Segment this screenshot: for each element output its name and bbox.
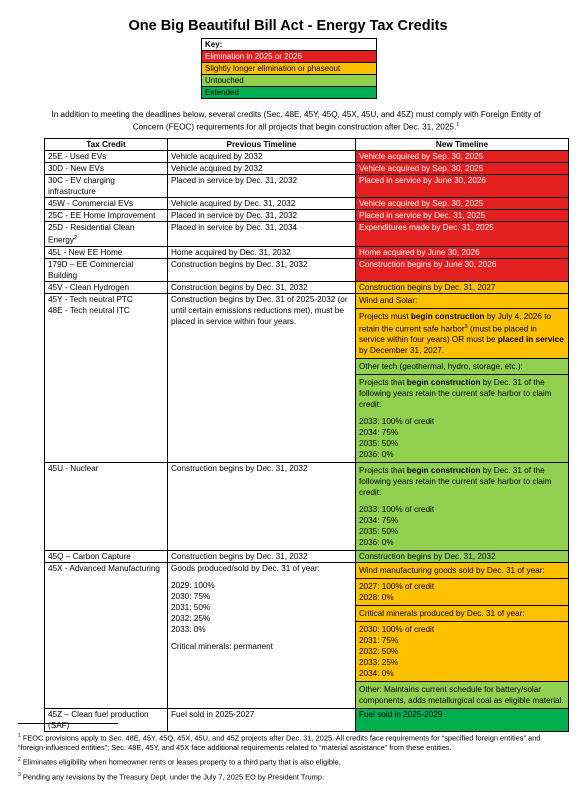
footnote-text: FEOC provisions apply to Sec. 48E, 45Y, 45Q, 45X, 45U, and 45Z projects after Dec. 31, 2025. All credits face requirements for “specified foreign entities” and “foreign-influenced entities”; Sec. 48E, 45Y, and 45X face additional requirements related to “material assistance” from these entities. (18, 733, 541, 753)
table-row-nuclear (45, 463, 569, 551)
credit-label: 25D - Residential Clean Energy (48, 223, 135, 245)
new-cell: Construction begins by June 30, 2026 (356, 258, 569, 281)
table-row-tech-neutral (45, 293, 569, 463)
credit-cell: 45U - Nuclear (45, 463, 168, 551)
table-row (45, 175, 569, 198)
schedule-line: 2030: 100% of credit (359, 625, 435, 635)
schedule-line: 2036: 0% (359, 450, 394, 460)
schedule-line: 2031: 75% (359, 636, 399, 646)
wind-mfg-heading: Wind manufacturing goods sold by Dec. 31 of year: (356, 563, 568, 579)
key-untouched: Untouched (202, 74, 376, 86)
footnote-ref-3: 3 (464, 323, 468, 330)
credit-cell: 30D - New EVs (45, 163, 168, 175)
table-row (45, 222, 569, 247)
schedule-line: 2033: 0% (171, 625, 206, 635)
table-row (45, 246, 569, 258)
page-title: One Big Beautiful Bill Act - Energy Tax Credits (128, 18, 448, 34)
footnote-number: 2 (18, 757, 21, 764)
credit-45y: 45Y - Tech neutral PTC (48, 294, 133, 304)
credit-cell (45, 293, 168, 463)
bold-span: begin construction (406, 378, 481, 388)
schedule-line: 2034: 0% (359, 669, 394, 679)
table-row (45, 210, 569, 222)
previous-cell: Vehicle acquired by Dec. 31, 2032 (168, 198, 356, 210)
new-cell: Fuel sold in 2025-2029 (356, 709, 569, 732)
previous-cell: Vehicle acquired by 2032 (168, 163, 356, 175)
other-tech-detail (356, 375, 568, 462)
table-row-manufacturing (45, 563, 569, 709)
color-key (201, 38, 377, 99)
schedule-line: 2032: 25% (171, 614, 211, 624)
previous-cell: Fuel sold in 2025-2027 (168, 709, 356, 732)
intro-paragraph (46, 109, 546, 133)
text-span: (must be placed in service within four years) OR must be (359, 324, 537, 345)
table-row (45, 198, 569, 210)
tax-credit-table (44, 138, 569, 732)
credit-cell: 45Q – Carbon Capture (45, 551, 168, 563)
footnote-text: Pending any revisions by the Treasury Dept. under the July 7, 2025 EO by President Trump. (22, 772, 324, 782)
wind-mfg-schedule (356, 579, 568, 606)
header-new-timeline: New Timeline (356, 139, 569, 151)
previous-cell: Construction begins by Dec. 31, 2032 (168, 463, 356, 551)
previous-cell: Home acquired by Dec. 31, 2032 (168, 246, 356, 258)
schedule-line: 2030: 75% (171, 592, 211, 602)
schedule-line: 2031: 50% (171, 603, 211, 613)
new-cell: Vehicle acquired by Sep. 30, 2025 (356, 163, 569, 175)
credit-cell: 45V - Clean Hydrogen (45, 281, 168, 293)
footnote-number: 3 (18, 771, 21, 778)
schedule-line: 2033: 100% of credit (359, 417, 435, 427)
new-cell: Vehicle acquired by Sep. 30, 2025 (356, 198, 569, 210)
table-header-row (45, 139, 569, 151)
new-cell: Home acquired by June 30, 2026 (356, 246, 569, 258)
schedule-line: 2032: 50% (359, 647, 399, 657)
other-mfg: Other: Maintains current schedule for battery/solar components, adds metallurgical coal as eligible material. (356, 682, 568, 708)
table-row (45, 151, 569, 163)
schedule-line: 2028: 0% (359, 593, 394, 603)
new-cell (356, 563, 569, 709)
footnote-ref-2: 2 (73, 235, 78, 241)
text-span: by December 31, 2027. (359, 346, 445, 356)
table-row (45, 258, 569, 281)
credit-cell: 45L - New EE Home (45, 246, 168, 258)
key-elimination: Elimination in 2025 or 2026 (202, 50, 376, 62)
critical-minerals-schedule (356, 622, 568, 682)
footnote-text: Eliminates eligibility when homeowner rents or leases property to a third party that is also eligible. (22, 757, 341, 767)
table-row (45, 163, 569, 175)
footnote-ref-1: 1 (456, 122, 460, 128)
table-row (45, 551, 569, 563)
other-tech-heading: Other tech (geothermal, hydro, storage, etc.): (356, 359, 568, 375)
previous-cell: Construction begins by Dec. 31, 2032 (168, 258, 356, 281)
credit-48e: 48E - Tech neutral ITC (48, 305, 130, 315)
footnote-2 (18, 755, 558, 767)
footnotes (18, 731, 558, 784)
prev-heading: Goods produced/sold by Dec. 31 of year: (171, 564, 320, 574)
text-span: Projects that (359, 466, 405, 476)
credit-cell: 45Z – Clean fuel production (SAF) (45, 709, 168, 732)
schedule-line: 2033: 100% of credit (359, 505, 435, 515)
new-cell: Construction begins by Dec. 31, 2032 (356, 551, 569, 563)
critical-minerals-heading: Critical minerals produced by Dec. 31 of year: (356, 606, 568, 622)
credit-cell: 30C - EV charging infrastructure (45, 175, 168, 198)
new-cell: Construction begins by Dec. 31, 2027 (356, 281, 569, 293)
previous-cell: Construction begins by Dec. 31 of 2025-2032 (or until certain emissions reductions met), must be placed in service within four years. (168, 293, 356, 463)
new-cell (356, 463, 569, 551)
schedule-line: 2035: 50% (359, 439, 399, 449)
previous-cell: Construction begins by Dec. 31, 2032 (168, 281, 356, 293)
new-cell (356, 293, 569, 463)
credit-cell: 25E - Used EVs (45, 151, 168, 163)
footnote-1 (18, 731, 558, 753)
footnote-3 (18, 770, 558, 782)
footnote-divider (18, 723, 118, 724)
bold-span: placed in service (497, 335, 564, 345)
footnote-number: 1 (18, 733, 21, 739)
previous-cell: Placed in service by Dec. 31, 2034 (168, 222, 356, 247)
table-row (45, 709, 569, 732)
credit-cell: 45W - Commercial EVs (45, 198, 168, 210)
previous-cell: Placed in service by Dec. 31, 2032 (168, 210, 356, 222)
schedule-line: 2034: 75% (359, 516, 399, 526)
text-span: Projects must (359, 311, 409, 321)
credit-cell: 179D – EE Commercial Building (45, 258, 168, 281)
new-cell: Vehicle acquired by Sep. 30, 2025 (356, 151, 569, 163)
schedule-line: 2033: 25% (359, 658, 399, 668)
schedule-line: 2035: 50% (359, 527, 399, 537)
credit-cell: 25C - EE Home Improvement (45, 210, 168, 222)
text-span: Projects that (359, 378, 405, 388)
nuclear-detail (356, 463, 568, 550)
key-phaseout: Slightly longer elimination or phaseout (202, 62, 376, 74)
wind-solar-detail (356, 309, 568, 360)
other-tech-text (359, 377, 565, 410)
bold-span: begin construction (410, 311, 485, 321)
text-span: by Dec. 31 of the following years retain the current safe harbor to claim credit: (359, 378, 552, 410)
new-cell: Placed in service by Dec. 31, 2025 (356, 210, 569, 222)
header-previous-timeline: Previous Timeline (168, 139, 356, 151)
text-span: by Dec. 31 of the following years retain the current safe harbor to claim credit: (359, 466, 552, 498)
prev-minerals: Critical minerals: permanent (171, 642, 273, 652)
credit-cell: 45X - Advanced Manufacturing (45, 563, 168, 709)
new-cell: Expenditures made by Dec. 31, 2025 (356, 222, 569, 247)
previous-cell: Placed in service by Dec. 31, 2032 (168, 175, 356, 198)
schedule-line: 2034: 75% (359, 428, 399, 438)
schedule-line: 2036: 0% (359, 538, 394, 548)
text-span: by July 4, 2026 to retain the current safe harbor (359, 311, 552, 334)
table-row (45, 281, 569, 293)
credit-cell (45, 222, 168, 247)
previous-cell: Construction begins by Dec. 31, 2032 (168, 551, 356, 563)
key-heading: Key: (205, 40, 223, 49)
bold-span: begin construction (406, 466, 481, 476)
header-tax-credit: Tax Credit (45, 139, 168, 151)
new-cell: Placed in service by June 30, 2026 (356, 175, 569, 198)
schedule-line: 2027: 100% of credit (359, 582, 435, 592)
wind-solar-heading: Wind and Solar: (356, 294, 568, 309)
previous-cell (168, 563, 356, 709)
previous-cell: Vehicle acquired by 2032 (168, 151, 356, 163)
schedule-line: 2029: 100% (171, 581, 215, 591)
nuclear-text (359, 465, 565, 498)
intro-text: In addition to meeting the deadlines below, several credits (Sec. 48E, 45Y, 45Q, 45X, 45U, and 45Z) must comply with Foreign Entity of Concern (FEOC) requirements for all projects that begin construction after Dec. 31, 2025. (51, 110, 541, 132)
key-extended: Extended (202, 86, 376, 98)
